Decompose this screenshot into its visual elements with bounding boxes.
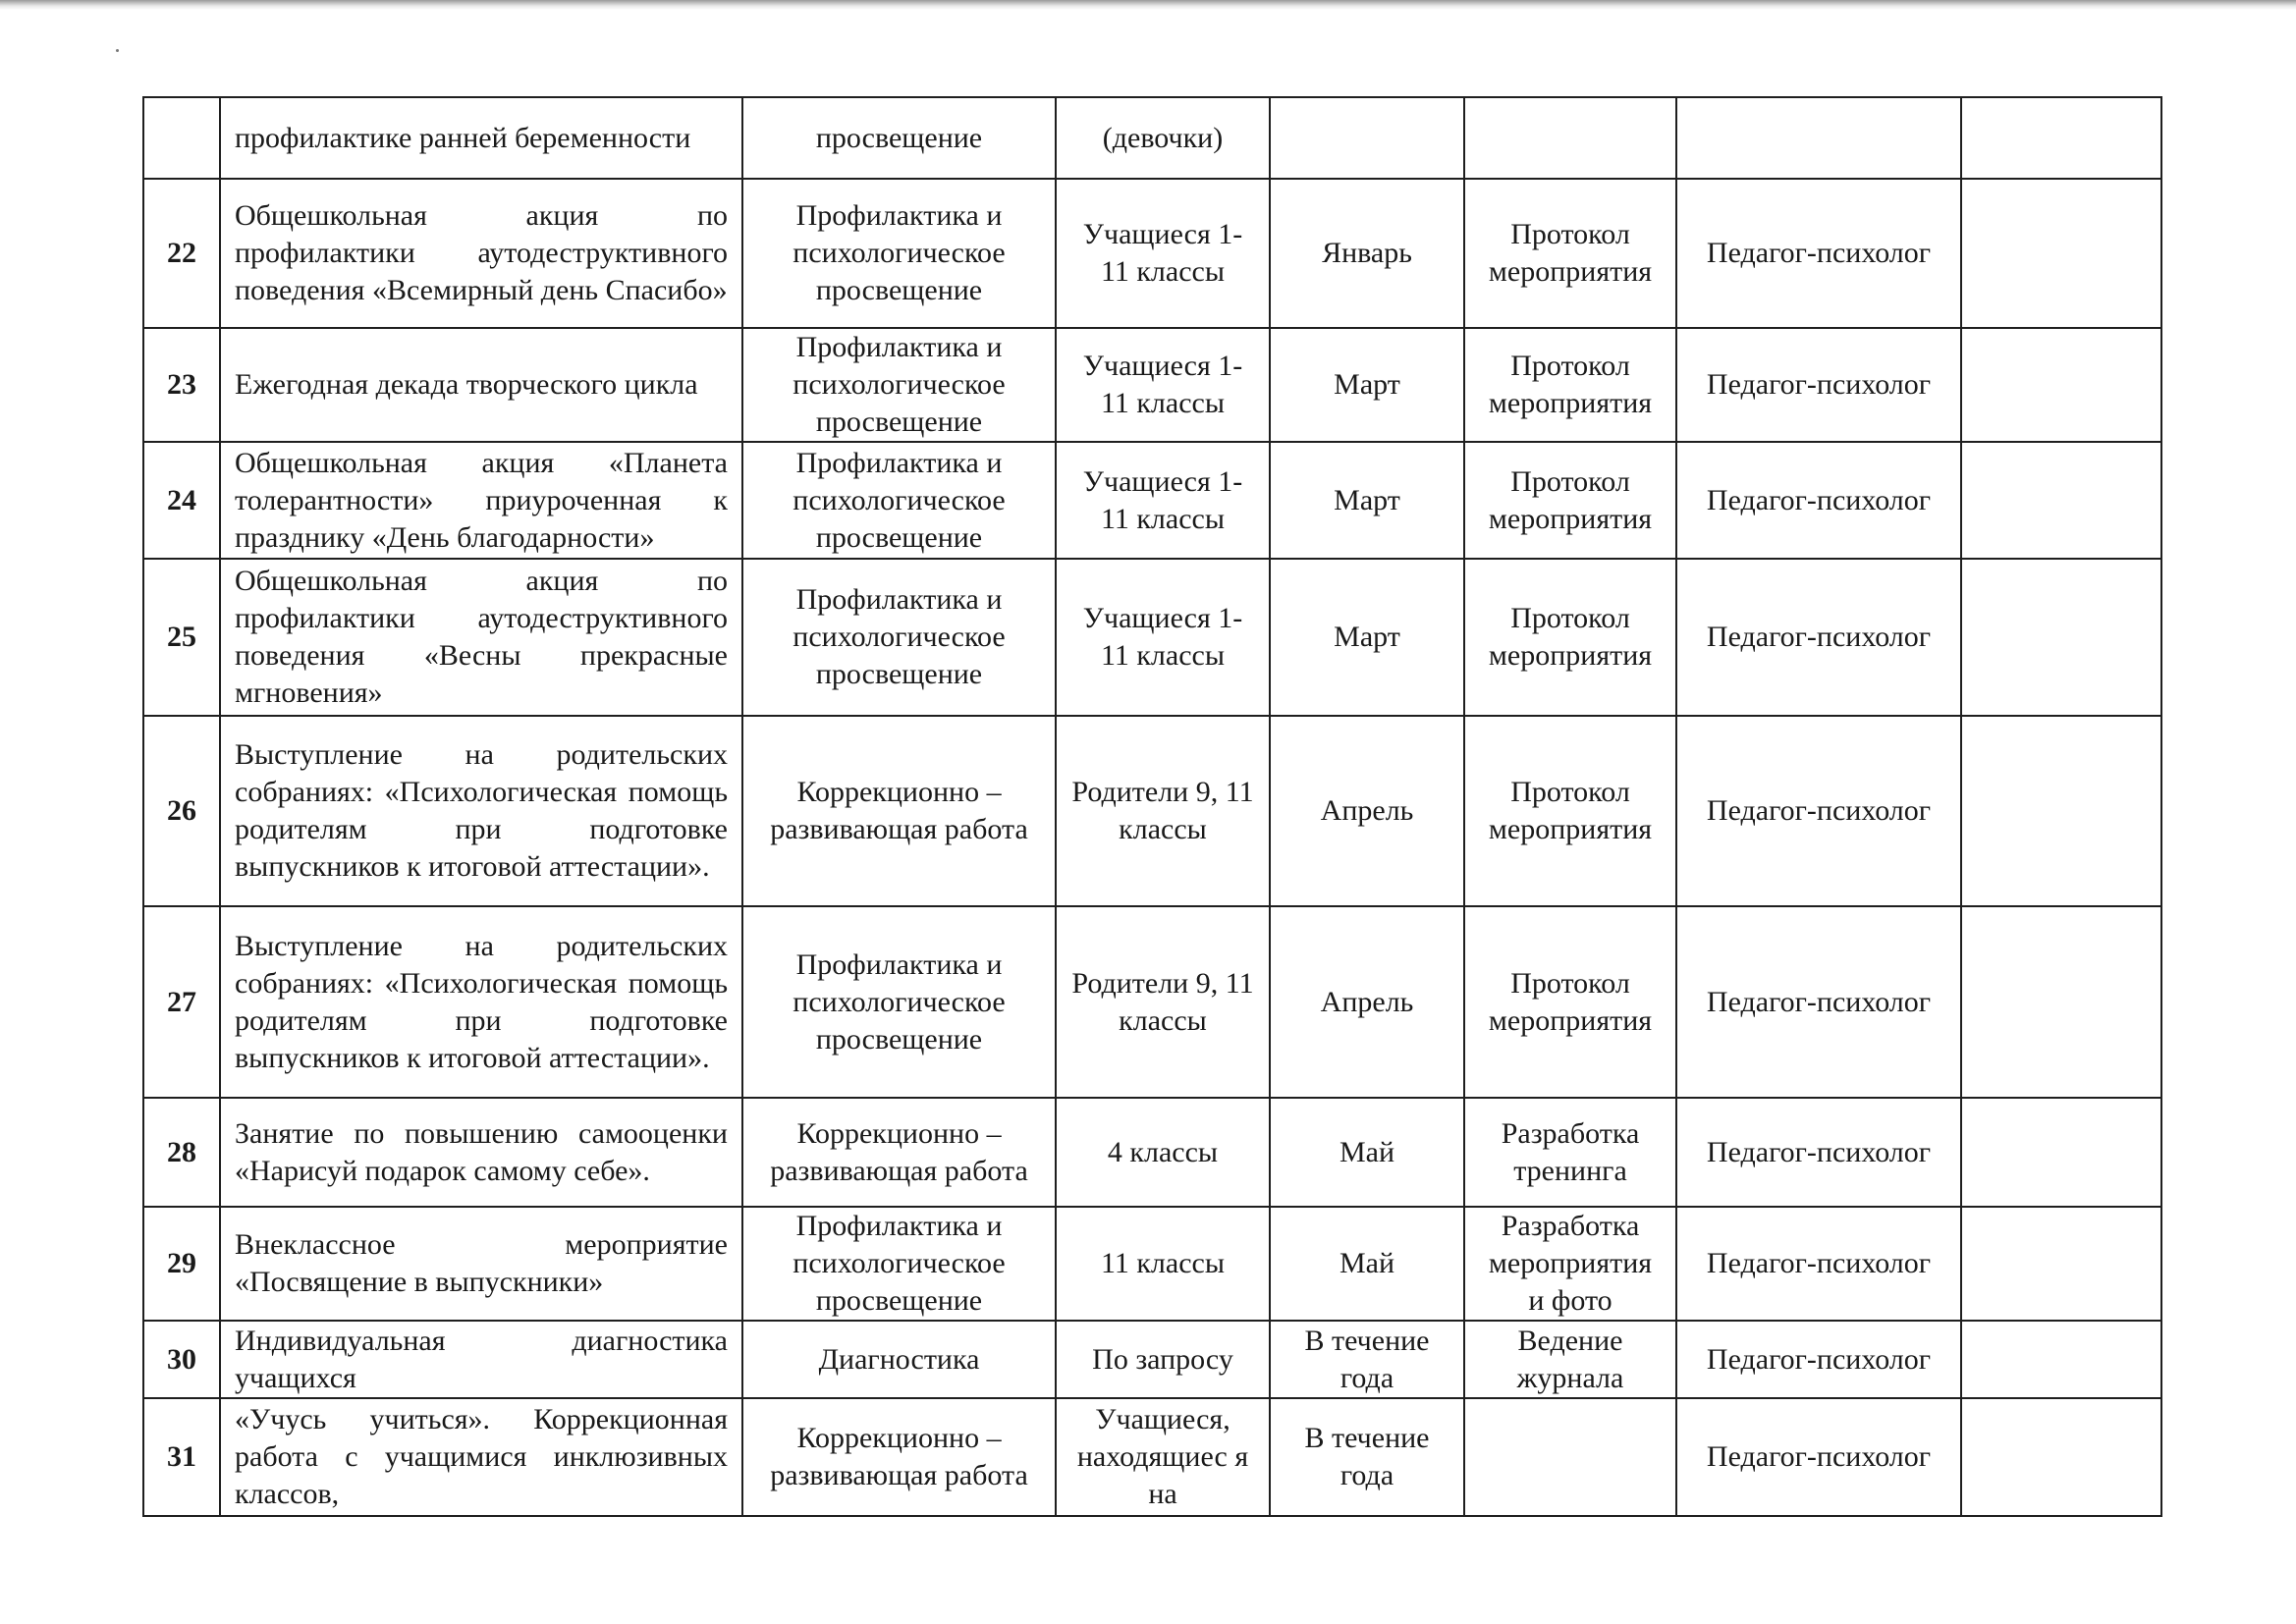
table-row [143, 97, 2161, 179]
work-direction-cell: Профилактика и психологическое просвещение [742, 906, 1056, 1098]
scan-speck [116, 49, 119, 52]
event-name-cell: Общешкольная акция по профилактики аутодеструктивного поведения «Весны прекрасные мгновения» [220, 559, 742, 716]
work-direction-cell: Профилактика и психологическое просвещение [742, 328, 1056, 442]
table-row [143, 1207, 2161, 1321]
note-cell [1961, 559, 2161, 716]
table-row [143, 442, 2161, 559]
work-direction-cell: просвещение [742, 97, 1056, 179]
term-cell: Март [1270, 442, 1464, 559]
row-number-cell: 24 [143, 442, 220, 559]
work-direction-cell: Диагностика [742, 1321, 1056, 1398]
participants-cell: Учащиеся 1-11 классы [1056, 559, 1270, 716]
event-name-cell: Ежегодная декада творческого цикла [220, 328, 742, 442]
event-name-cell: Общешкольная акция «Планета толерантности» приуроченная к празднику «День благодарности» [220, 442, 742, 559]
row-number-cell [143, 97, 220, 179]
participants-cell: Учащиеся 1-11 классы [1056, 442, 1270, 559]
event-name-cell: «Учусь учиться». Коррекционная работа с учащимися инклюзивных классов, [220, 1398, 742, 1516]
responsible-person-cell: Педагог-психолог [1676, 1207, 1961, 1321]
table-row [143, 328, 2161, 442]
event-name-cell: профилактике ранней беременности [220, 97, 742, 179]
table-body [143, 97, 2161, 1516]
row-number-cell: 27 [143, 906, 220, 1098]
term-cell: В течение года [1270, 1321, 1464, 1398]
row-number-cell: 25 [143, 559, 220, 716]
event-name-cell: Выступление на родительских собраниях: «Психологическая помощь родителям при подготовке выпускников к итоговой аттестации». [220, 716, 742, 906]
responsible-person-cell: Педагог-психолог [1676, 179, 1961, 328]
report-document-cell: Протокол мероприятия [1464, 716, 1676, 906]
note-cell [1961, 1321, 2161, 1398]
work-direction-cell: Профилактика и психологическое просвещение [742, 179, 1056, 328]
responsible-person-cell: Педагог-психолог [1676, 328, 1961, 442]
note-cell [1961, 1398, 2161, 1516]
note-cell [1961, 1207, 2161, 1321]
event-name-cell: Общешкольная акция по профилактики аутодеструктивного поведения «Всемирный день Спасибо» [220, 179, 742, 328]
responsible-person-cell: Педагог-психолог [1676, 1398, 1961, 1516]
responsible-person-cell: Педагог-психолог [1676, 559, 1961, 716]
work-direction-cell: Коррекционно – развивающая работа [742, 716, 1056, 906]
report-document-cell [1464, 1398, 1676, 1516]
participants-cell: (девочки) [1056, 97, 1270, 179]
table-row [143, 559, 2161, 716]
participants-cell: 4 классы [1056, 1098, 1270, 1207]
event-name-cell: Выступление на родительских собраниях: «Психологическая помощь родителям при подготовке выпускников к итоговой аттестации». [220, 906, 742, 1098]
report-document-cell: Ведение журнала [1464, 1321, 1676, 1398]
responsible-person-cell: Педагог-психолог [1676, 716, 1961, 906]
note-cell [1961, 97, 2161, 179]
report-document-cell: Разработка мероприятия и фото [1464, 1207, 1676, 1321]
note-cell [1961, 179, 2161, 328]
table-row [143, 179, 2161, 328]
note-cell [1961, 716, 2161, 906]
term-cell: В течение года [1270, 1398, 1464, 1516]
row-number-cell: 23 [143, 328, 220, 442]
participants-cell: Учащиеся, находящиес я на [1056, 1398, 1270, 1516]
report-document-cell: Протокол мероприятия [1464, 179, 1676, 328]
event-name-cell: Внеклассное мероприятие «Посвящение в выпускники» [220, 1207, 742, 1321]
work-direction-cell: Профилактика и психологическое просвещение [742, 559, 1056, 716]
responsible-person-cell: Педагог-психолог [1676, 1098, 1961, 1207]
table-row [143, 1098, 2161, 1207]
report-document-cell [1464, 97, 1676, 179]
row-number-cell: 29 [143, 1207, 220, 1321]
report-document-cell: Протокол мероприятия [1464, 328, 1676, 442]
participants-cell: 11 классы [1056, 1207, 1270, 1321]
responsible-person-cell: Педагог-психолог [1676, 442, 1961, 559]
row-number-cell: 30 [143, 1321, 220, 1398]
responsible-person-cell: Педагог-психолог [1676, 1321, 1961, 1398]
work-plan-table [142, 96, 2162, 1517]
responsible-person-cell [1676, 97, 1961, 179]
event-name-cell: Занятие по повышению самооценки «Нарисуй подарок самому себе». [220, 1098, 742, 1207]
term-cell [1270, 97, 1464, 179]
row-number-cell: 26 [143, 716, 220, 906]
report-document-cell: Протокол мероприятия [1464, 906, 1676, 1098]
participants-cell: Родители 9, 11 классы [1056, 716, 1270, 906]
note-cell [1961, 906, 2161, 1098]
report-document-cell: Протокол мероприятия [1464, 442, 1676, 559]
term-cell: Март [1270, 328, 1464, 442]
report-document-cell: Разработка тренинга [1464, 1098, 1676, 1207]
participants-cell: Учащиеся 1-11 классы [1056, 328, 1270, 442]
work-direction-cell: Коррекционно – развивающая работа [742, 1398, 1056, 1516]
row-number-cell: 31 [143, 1398, 220, 1516]
table-row [143, 1398, 2161, 1516]
note-cell [1961, 1098, 2161, 1207]
row-number-cell: 28 [143, 1098, 220, 1207]
event-name-cell: Индивидуальная диагностика учащихся [220, 1321, 742, 1398]
scan-edge [0, 0, 2296, 10]
participants-cell: По запросу [1056, 1321, 1270, 1398]
term-cell: Май [1270, 1207, 1464, 1321]
table-row [143, 906, 2161, 1098]
term-cell: Март [1270, 559, 1464, 716]
responsible-person-cell: Педагог-психолог [1676, 906, 1961, 1098]
table-row [143, 1321, 2161, 1398]
participants-cell: Родители 9, 11 классы [1056, 906, 1270, 1098]
table-row [143, 716, 2161, 906]
participants-cell: Учащиеся 1-11 классы [1056, 179, 1270, 328]
work-direction-cell: Профилактика и психологическое просвещение [742, 1207, 1056, 1321]
term-cell: Май [1270, 1098, 1464, 1207]
note-cell [1961, 328, 2161, 442]
work-direction-cell: Коррекционно – развивающая работа [742, 1098, 1056, 1207]
work-direction-cell: Профилактика и психологическое просвещение [742, 442, 1056, 559]
term-cell: Апрель [1270, 906, 1464, 1098]
row-number-cell: 22 [143, 179, 220, 328]
term-cell: Январь [1270, 179, 1464, 328]
report-document-cell: Протокол мероприятия [1464, 559, 1676, 716]
note-cell [1961, 442, 2161, 559]
term-cell: Апрель [1270, 716, 1464, 906]
